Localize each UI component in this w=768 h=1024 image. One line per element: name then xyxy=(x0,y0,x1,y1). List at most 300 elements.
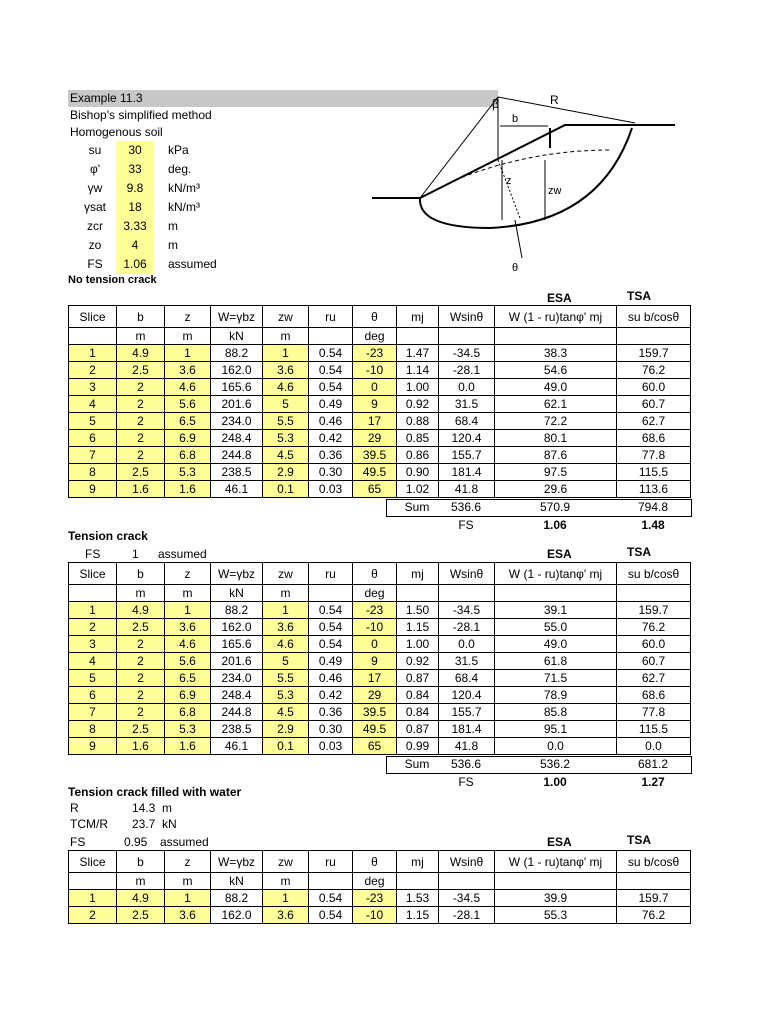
soil-label: Homogenous soil xyxy=(70,125,163,139)
table-cell: 17 xyxy=(353,670,397,687)
unit-cell xyxy=(69,873,117,890)
table-cell: 76.2 xyxy=(617,907,691,924)
param-row xyxy=(68,217,228,236)
unit-cell xyxy=(617,328,691,345)
table-cell: 4.6 xyxy=(263,379,309,396)
table-cell: 39.5 xyxy=(353,447,397,464)
table-cell: 120.4 xyxy=(439,430,495,447)
table-cell: 0.36 xyxy=(309,447,353,464)
table-cell: 0.54 xyxy=(309,362,353,379)
table-cell: 77.8 xyxy=(617,447,691,464)
sum-tsa: 794.8 xyxy=(637,500,669,514)
section3-fs-label: FS xyxy=(70,835,86,849)
column-header: Slice xyxy=(69,306,117,328)
table-cell: 162.0 xyxy=(211,907,263,924)
zw-label: zw xyxy=(548,185,562,197)
table-cell: 3.6 xyxy=(165,907,211,924)
table-cell: 6 xyxy=(69,687,117,704)
table-row xyxy=(69,670,691,687)
table-cell: 5.3 xyxy=(165,464,211,481)
table-cell: 1.02 xyxy=(397,481,439,498)
table-cell: 1.00 xyxy=(397,636,439,653)
section2-esa-label: ESA xyxy=(547,547,572,561)
table-cell: 1.47 xyxy=(397,345,439,362)
table-cell: 61.8 xyxy=(495,653,617,670)
table-row xyxy=(69,907,691,924)
table-cell: -23 xyxy=(353,890,397,907)
table-row xyxy=(69,464,691,481)
table-cell: 2 xyxy=(117,430,165,447)
section1-esa-label: ESA xyxy=(547,291,572,305)
table-cell: -10 xyxy=(353,619,397,636)
table-row xyxy=(69,602,691,619)
unit-cell xyxy=(495,328,617,345)
table-row xyxy=(69,619,691,636)
table-cell: 87.6 xyxy=(495,447,617,464)
table-cell: 6.5 xyxy=(165,413,211,430)
column-header: zw xyxy=(263,851,309,873)
table-cell: 0.84 xyxy=(397,687,439,704)
table-cell: 113.6 xyxy=(617,481,691,498)
column-header: su b/cosθ xyxy=(617,306,691,328)
table-cell: 2 xyxy=(69,619,117,636)
table-cell: 55.0 xyxy=(495,619,617,636)
table-cell: 76.2 xyxy=(617,362,691,379)
table-row xyxy=(69,345,691,362)
theta-label: θ xyxy=(512,262,519,274)
param-symbol: FS xyxy=(87,257,103,271)
column-header: b xyxy=(117,851,165,873)
fs-esa: 1.06 xyxy=(543,518,567,532)
table-cell: 1.50 xyxy=(397,602,439,619)
table-row xyxy=(69,430,691,447)
z-label: z xyxy=(506,175,512,187)
table-cell: 3 xyxy=(69,636,117,653)
unit-cell: m xyxy=(263,328,309,345)
table-cell: 244.8 xyxy=(211,704,263,721)
table-cell: 60.7 xyxy=(617,653,691,670)
table-cell: 3 xyxy=(69,379,117,396)
table-cell: 54.6 xyxy=(495,362,617,379)
unit-cell xyxy=(397,585,439,602)
table-cell: 165.6 xyxy=(211,379,263,396)
slip-circle xyxy=(420,128,632,228)
table-cell: 5.3 xyxy=(263,430,309,447)
table-cell: 2.5 xyxy=(117,721,165,738)
sum-esa: 536.2 xyxy=(539,757,571,771)
slice-dash xyxy=(498,160,520,218)
table-cell: 0.87 xyxy=(397,670,439,687)
table-cell: 7 xyxy=(69,447,117,464)
unit-cell xyxy=(617,585,691,602)
unit-cell xyxy=(69,328,117,345)
table-row xyxy=(69,704,691,721)
param-unit: deg. xyxy=(168,162,192,176)
table-cell: -28.1 xyxy=(439,619,495,636)
param-value: 1.06 xyxy=(116,255,154,274)
table-cell: 0.46 xyxy=(309,670,353,687)
unit-cell: kN xyxy=(211,585,263,602)
table-row xyxy=(69,721,691,738)
table-cell: 234.0 xyxy=(211,413,263,430)
table-cell: 0.99 xyxy=(397,738,439,755)
table-cell: 29.6 xyxy=(495,481,617,498)
table-cell: 5.3 xyxy=(263,687,309,704)
table-cell: 248.4 xyxy=(211,430,263,447)
param-unit: m xyxy=(168,219,178,233)
table-cell: 2 xyxy=(69,362,117,379)
table-cell: 2.5 xyxy=(117,362,165,379)
table-cell: 62.7 xyxy=(617,413,691,430)
table-cell: 0 xyxy=(353,379,397,396)
radius-right xyxy=(498,97,635,123)
table-cell: 1.6 xyxy=(165,481,211,498)
column-header: Wsinθ xyxy=(439,306,495,328)
table-cell: 1 xyxy=(69,602,117,619)
fs-tsa: 1.48 xyxy=(641,518,665,532)
param-row xyxy=(68,160,228,179)
table-cell: 2 xyxy=(117,670,165,687)
table-cell: 49.5 xyxy=(353,464,397,481)
table-cell: 162.0 xyxy=(211,362,263,379)
table-cell: 4 xyxy=(69,653,117,670)
section2-fs-note: assumed xyxy=(158,547,207,561)
table-cell: 49.5 xyxy=(353,721,397,738)
unit-cell: m xyxy=(117,873,165,890)
fs-tsa: 1.27 xyxy=(641,775,665,789)
table-cell: 5.3 xyxy=(165,721,211,738)
table-cell: 46.1 xyxy=(211,481,263,498)
param-row xyxy=(68,198,228,217)
table-cell: 38.3 xyxy=(495,345,617,362)
column-header: mj xyxy=(397,563,439,585)
table-cell: 120.4 xyxy=(439,687,495,704)
section2-fs-value: 1 xyxy=(132,547,139,561)
table-cell: 201.6 xyxy=(211,653,263,670)
table-cell: 31.5 xyxy=(439,396,495,413)
table-cell: 4.9 xyxy=(117,345,165,362)
unit-cell: m xyxy=(117,585,165,602)
table-cell: 1.6 xyxy=(117,481,165,498)
table-cell: -10 xyxy=(353,907,397,924)
sum-label: Sum xyxy=(404,500,430,514)
table-cell: 1.6 xyxy=(117,738,165,755)
table-cell: 2 xyxy=(117,636,165,653)
table-cell: 0.0 xyxy=(439,636,495,653)
table-cell: 88.2 xyxy=(211,602,263,619)
fs-label: FS xyxy=(458,518,474,532)
table-cell: 5 xyxy=(69,413,117,430)
table-cell: 159.7 xyxy=(617,345,691,362)
table-cell: 0.88 xyxy=(397,413,439,430)
table-cell: 155.7 xyxy=(439,447,495,464)
table-cell: 1.53 xyxy=(397,890,439,907)
table-cell: 0.42 xyxy=(309,430,353,447)
table-cell: 1 xyxy=(263,602,309,619)
unit-cell: m xyxy=(263,873,309,890)
section3-title: Tension crack filled with water xyxy=(68,785,242,799)
column-header: W (1 - ru)tanφ' mj xyxy=(495,306,617,328)
column-header: zw xyxy=(263,306,309,328)
table-cell: 17 xyxy=(353,413,397,430)
table-cell: 2 xyxy=(117,704,165,721)
table-cell: 0.0 xyxy=(495,738,617,755)
table-cell: 0.54 xyxy=(309,602,353,619)
section2-title: Tension crack xyxy=(68,529,148,543)
unit-cell: kN xyxy=(211,873,263,890)
table-cell: 162.0 xyxy=(211,619,263,636)
unit-cell: m xyxy=(165,585,211,602)
column-header: b xyxy=(117,306,165,328)
column-header: θ xyxy=(353,563,397,585)
param-symbol: zcr xyxy=(87,219,103,233)
unit-cell: m xyxy=(165,328,211,345)
sum-wsin: 536.6 xyxy=(450,757,482,771)
param-unit: m xyxy=(168,238,178,252)
table-row xyxy=(69,890,691,907)
param-unit: assumed xyxy=(168,257,217,271)
table-cell: 0.42 xyxy=(309,687,353,704)
table-cell: 68.6 xyxy=(617,430,691,447)
table-cell: 1 xyxy=(263,345,309,362)
column-header: ru xyxy=(309,306,353,328)
section3-r-unit: m xyxy=(162,801,172,815)
b-label: b xyxy=(512,113,519,125)
table-header xyxy=(69,851,691,873)
table-cell: 60.7 xyxy=(617,396,691,413)
table-cell: 1.15 xyxy=(397,907,439,924)
column-header: W=γbz xyxy=(211,563,263,585)
column-header: Wsinθ xyxy=(439,851,495,873)
table-cell: 0.54 xyxy=(309,890,353,907)
table-cell: 244.8 xyxy=(211,447,263,464)
param-unit: kN/m³ xyxy=(168,200,200,214)
table-cell: 0.36 xyxy=(309,704,353,721)
table-cell: 6.5 xyxy=(165,670,211,687)
table-cell: -34.5 xyxy=(439,602,495,619)
table-cell: 1 xyxy=(69,345,117,362)
param-value: 30 xyxy=(116,141,154,160)
table-cell: 234.0 xyxy=(211,670,263,687)
table-cell: 6.8 xyxy=(165,447,211,464)
unit-cell: deg xyxy=(353,873,397,890)
table-cell: 4.9 xyxy=(117,602,165,619)
table-cell: 1 xyxy=(165,345,211,362)
table-cell: 1 xyxy=(69,890,117,907)
table-cell: 2 xyxy=(69,907,117,924)
unit-cell: deg xyxy=(353,585,397,602)
section3-r-value: 14.3 xyxy=(132,801,156,815)
water-table xyxy=(455,150,610,180)
table-cell: 1 xyxy=(263,890,309,907)
column-header: ru xyxy=(309,851,353,873)
table-cell: 62.7 xyxy=(617,670,691,687)
table-cell: 5 xyxy=(69,670,117,687)
param-row xyxy=(68,236,228,255)
param-unit: kN/m³ xyxy=(168,181,200,195)
table-row xyxy=(69,738,691,755)
method-label: Bishop's simplified method xyxy=(70,108,212,122)
table-cell: 165.6 xyxy=(211,636,263,653)
table-cell: 0.30 xyxy=(309,464,353,481)
table-cell: 31.5 xyxy=(439,653,495,670)
table-row xyxy=(69,413,691,430)
table-cell: 29 xyxy=(353,687,397,704)
table-cell: -23 xyxy=(353,345,397,362)
unit-cell: deg xyxy=(353,328,397,345)
table-cell: 29 xyxy=(353,430,397,447)
unit-cell: m xyxy=(165,873,211,890)
table-cell: 2.5 xyxy=(117,464,165,481)
table-cell: 77.8 xyxy=(617,704,691,721)
table-cell: 181.4 xyxy=(439,464,495,481)
table-cell: 0.46 xyxy=(309,413,353,430)
column-header: θ xyxy=(353,306,397,328)
section3-fs-note: assumed xyxy=(160,835,209,849)
param-value: 9.8 xyxy=(116,179,154,198)
table-cell: 238.5 xyxy=(211,464,263,481)
table-cell: 4.6 xyxy=(263,636,309,653)
param-row xyxy=(68,141,228,160)
section3-fs-value: 0.95 xyxy=(124,835,148,849)
table-cell: -23 xyxy=(353,602,397,619)
table-cell: 5.5 xyxy=(263,413,309,430)
table-cell: 181.4 xyxy=(439,721,495,738)
table-cell: 0.54 xyxy=(309,907,353,924)
table-cell: 3.6 xyxy=(165,362,211,379)
table-cell: 9 xyxy=(353,653,397,670)
table-row xyxy=(69,379,691,396)
table-cell: 5.6 xyxy=(165,396,211,413)
table-cell: 85.8 xyxy=(495,704,617,721)
column-header: su b/cosθ xyxy=(617,851,691,873)
table-cell: 41.8 xyxy=(439,481,495,498)
column-header: b xyxy=(117,563,165,585)
table-cell: 8 xyxy=(69,464,117,481)
unit-cell: m xyxy=(263,585,309,602)
column-header: z xyxy=(165,851,211,873)
param-value: 18 xyxy=(116,198,154,217)
section2-tsa-label: TSA xyxy=(627,545,651,559)
table-cell: 1 xyxy=(165,602,211,619)
param-symbol: φ' xyxy=(89,162,101,176)
param-symbol: zo xyxy=(88,238,102,252)
table-cell: 5 xyxy=(263,653,309,670)
r-label: R xyxy=(550,93,559,107)
table-cell: 39.1 xyxy=(495,602,617,619)
table-cell: 7 xyxy=(69,704,117,721)
table-cell: 2 xyxy=(117,396,165,413)
table-cell: 155.7 xyxy=(439,704,495,721)
table-row xyxy=(69,396,691,413)
table-cell: 0.54 xyxy=(309,379,353,396)
column-header: W=γbz xyxy=(211,306,263,328)
table-cell: 0.54 xyxy=(309,345,353,362)
table-cell: 4.6 xyxy=(165,636,211,653)
unit-cell xyxy=(495,873,617,890)
table-cell: 3.6 xyxy=(263,362,309,379)
table-cell: 0.54 xyxy=(309,619,353,636)
table-cell: 0.03 xyxy=(309,738,353,755)
radius-left xyxy=(420,97,498,198)
table-row xyxy=(69,362,691,379)
table-cell: 0.0 xyxy=(439,379,495,396)
table-cell: -28.1 xyxy=(439,907,495,924)
table-cell: 3.6 xyxy=(263,907,309,924)
table-cell: 68.6 xyxy=(617,687,691,704)
unit-cell xyxy=(309,328,353,345)
fs-esa: 1.00 xyxy=(543,775,567,789)
table-cell: 201.6 xyxy=(211,396,263,413)
section2-table xyxy=(68,562,691,755)
table-cell: 0.49 xyxy=(309,653,353,670)
param-value: 4 xyxy=(116,236,154,255)
table-cell: 72.2 xyxy=(495,413,617,430)
unit-cell: m xyxy=(117,328,165,345)
table-header xyxy=(69,306,691,328)
table-cell: 2.9 xyxy=(263,464,309,481)
table-cell: 6.9 xyxy=(165,430,211,447)
table-cell: 60.0 xyxy=(617,636,691,653)
table-cell: 76.2 xyxy=(617,619,691,636)
column-header: mj xyxy=(397,851,439,873)
table-cell: 88.2 xyxy=(211,345,263,362)
table-cell: 4.9 xyxy=(117,890,165,907)
section1-tsa-label: TSA xyxy=(627,289,651,303)
table-cell: 159.7 xyxy=(617,602,691,619)
section1-title: No tension crack xyxy=(68,274,157,286)
section3-r-label: R xyxy=(70,801,79,815)
table-cell: 159.7 xyxy=(617,890,691,907)
column-header: Slice xyxy=(69,851,117,873)
slope-diagram xyxy=(360,88,690,280)
table-cell: -34.5 xyxy=(439,345,495,362)
table-cell: 60.0 xyxy=(617,379,691,396)
table-cell: 46.1 xyxy=(211,738,263,755)
table-cell: 0.0 xyxy=(617,738,691,755)
section3-tcm-value: 23.7 xyxy=(132,817,156,831)
section1-table xyxy=(68,305,691,498)
unit-cell: kN xyxy=(211,328,263,345)
unit-cell xyxy=(439,328,495,345)
table-cell: 0.1 xyxy=(263,738,309,755)
sum-wsin: 536.6 xyxy=(450,500,482,514)
table-cell: 0.1 xyxy=(263,481,309,498)
table-cell: 62.1 xyxy=(495,396,617,413)
section3-tcm-unit: kN xyxy=(162,817,177,831)
table-cell: 115.5 xyxy=(617,721,691,738)
table-cell: 1.6 xyxy=(165,738,211,755)
table-cell: 2 xyxy=(117,447,165,464)
table-header xyxy=(69,563,691,585)
column-header: θ xyxy=(353,851,397,873)
table-cell: 39.9 xyxy=(495,890,617,907)
param-row xyxy=(68,179,228,198)
section3-tcm-label: TCM/R xyxy=(70,817,108,831)
table-cell: 1.14 xyxy=(397,362,439,379)
column-header: W=γbz xyxy=(211,851,263,873)
table-cell: 2.5 xyxy=(117,907,165,924)
table-cell: 97.5 xyxy=(495,464,617,481)
section2-fs-label: FS xyxy=(85,547,101,561)
unit-cell xyxy=(69,585,117,602)
table-cell: -28.1 xyxy=(439,362,495,379)
table-cell: -10 xyxy=(353,362,397,379)
table-cell: -34.5 xyxy=(439,890,495,907)
table-cell: 2 xyxy=(117,379,165,396)
table-cell: 88.2 xyxy=(211,890,263,907)
table-cell: 5.5 xyxy=(263,670,309,687)
